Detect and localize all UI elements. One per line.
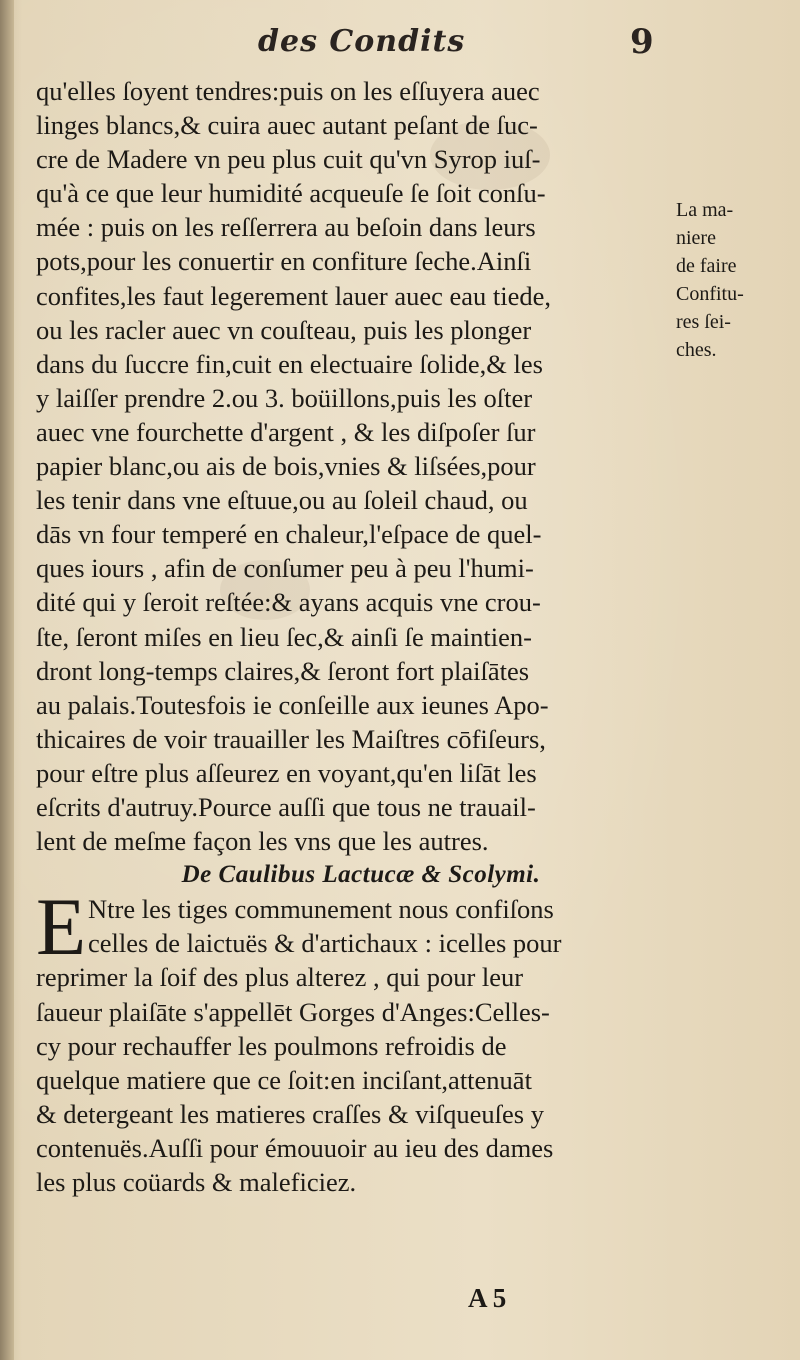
text-line: qu'elles ſoyent tendres:puis on les eſſuyera auec (36, 76, 540, 106)
text-line: thicaires de voir trauailler les Maiſtres cōfiſeurs, (36, 723, 546, 754)
text-line: dās vn four temperé en chaleur,l'eſpace de quel- (36, 519, 542, 550)
text-line: dité qui y ſeroit reſtée:& ayans acquis vne crou- (36, 587, 541, 618)
text-line: linges blancs,& cuira auec autant peſant de ſuc- (36, 110, 538, 141)
text-line: mée : puis on les reſſerrera au beſoin dans leurs (36, 212, 536, 243)
text-line: pots,pour les conuertir en confiture ſeche.Ainſi (36, 246, 532, 277)
text-line: cy pour rechauffer les poulmons refroidis de (36, 1030, 507, 1061)
running-title: des Condits (258, 24, 466, 59)
page-gutter (0, 0, 14, 1360)
page-number: 9 (630, 22, 654, 62)
text-line: pour eſtre plus aſſeurez en voyant,qu'en liſāt les (36, 757, 537, 788)
text-line: qu'à ce que leur humidité acqueuſe ſe ſoit conſu- (36, 178, 546, 209)
drop-cap: E (36, 881, 87, 973)
signature-mark: A 5 (468, 1283, 507, 1313)
text-line: lent de meſme façon les vns que les autres. (36, 826, 489, 857)
paragraph-2 (36, 881, 666, 1199)
text-line: ou les racler auec vn couſteau, puis les plonger (36, 314, 532, 345)
text-line: les plus coüards & maleficiez. (36, 1167, 357, 1197)
text-line: Confitu- (676, 283, 744, 305)
margin-note (676, 196, 798, 364)
text-line: reprimer la ſoif des plus alterez , qui pour leur (36, 962, 524, 993)
text-line: celles de laictuës & d'artichaux : icelles pour (88, 928, 562, 959)
text-line: y laiſſer prendre 2.ou 3. boüillons,puis les oſter (36, 382, 533, 413)
text-line: La ma- (676, 199, 734, 221)
text-line: contenuës.Auſſi pour émouuoir au ieu des dames (36, 1132, 554, 1163)
text-line: ques iours , afin de conſumer peu à peu l'humi- (36, 553, 534, 584)
text-line: Ntre les tiges communement nous confiſons (88, 894, 554, 925)
text-line: auec vne fourchette d'argent , & les diſpoſer ſur (36, 416, 536, 447)
text-line: dront long-temps claires,& ſeront fort plaiſātes (36, 655, 530, 686)
text-line: confites,les faut legerement lauer auec eau tiede, (36, 280, 552, 311)
text-line: ſaueur plaiſāte s'appellēt Gorges d'Anges:Celles- (36, 996, 550, 1027)
text-line: au palais.Toutesfois ie conſeille aux ieunes Apo- (36, 689, 549, 720)
body-text (36, 74, 666, 1199)
text-line: cre de Madere vn peu plus cuit qu'vn Syrop iuſ- (36, 144, 541, 175)
paragraph-1 (36, 74, 666, 858)
section-heading: De Caulibus Lactucæ & Scolymi. (181, 861, 541, 889)
text-line: papier blanc,ou ais de bois,vnies & liſsées,pour (36, 451, 536, 482)
text-line: ſte, ſeront miſes en lieu ſec,& ainſi ſe maintien- (36, 621, 532, 652)
text-line: res ſei- (676, 311, 731, 333)
text-line: & detergeant les matieres craſſes & viſqueuſes y (36, 1098, 544, 1129)
text-line: quelque matiere que ce ſoit:en inciſant,attenuāt (36, 1064, 532, 1095)
text-line: ches. (676, 339, 717, 361)
text-line: de faire (676, 255, 737, 277)
text-line: les tenir dans vne eſtuue,ou au ſoleil chaud, ou (36, 485, 528, 516)
page-header (0, 24, 800, 70)
text-line: dans du ſuccre fin,cuit en electuaire ſolide,& les (36, 348, 543, 379)
text-line: niere (676, 227, 716, 249)
text-line: eſcrits d'autruy.Pource auſſi que tous ne trauail- (36, 791, 536, 822)
